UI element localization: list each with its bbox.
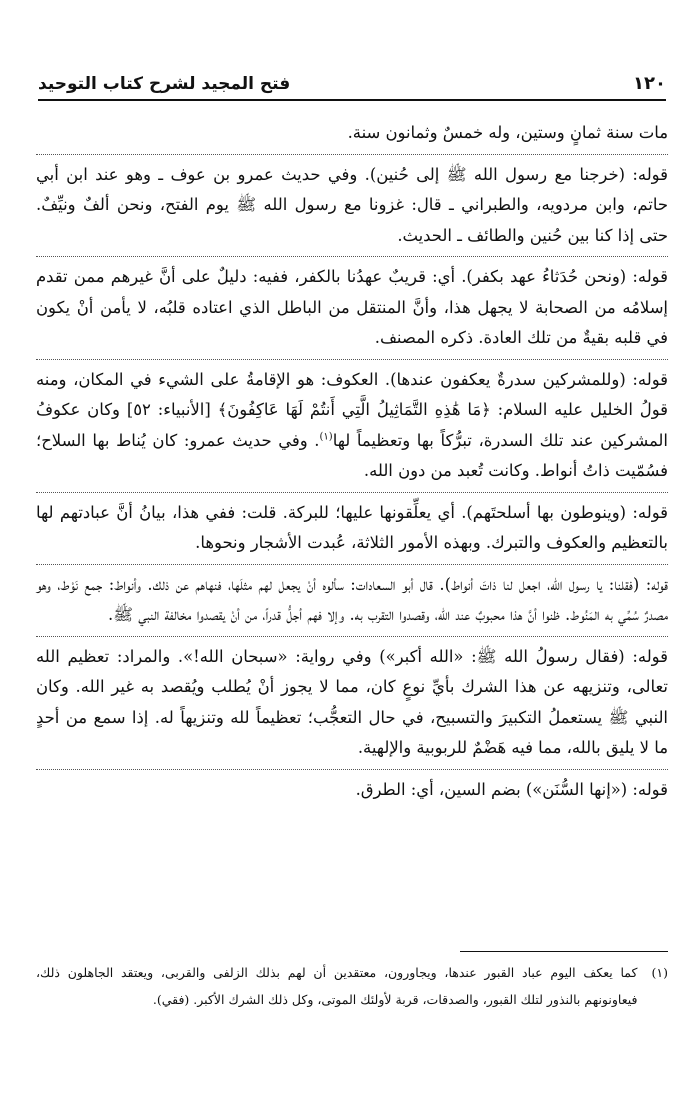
paragraph-1: مات سنة ثمانٍ وستين، وله خمسٌ وثمانون سنة. — [347, 123, 668, 142]
paragraph-4 — [36, 365, 668, 487]
paragraph-separator — [36, 564, 668, 565]
running-title: فتح المجيد لشرح كتاب التوحيد — [38, 74, 291, 94]
footnotes — [36, 959, 668, 1013]
paragraph-separator — [36, 359, 668, 360]
paragraph-4-continuation: . وفي حديث عمرو: كان يُناط بها السلاح؛ فسُمّيت ذاتُ أنواط. وكانت تُعبد من دون الله. — [36, 430, 668, 480]
paragraph-3: قوله: (ونحن حُدَثاءُ عهد بكفر). أي: قريبٌ عهدُنا بالكفر، ففيه: دليلٌ على أنَّ غيرهم ممن تقدم إسلامُه من الصحابة لا يجهل هذا، وأنَّ المنتقل من الباطل الذي اعتاده قلبُه، لا يأمن أنْ يكون في قلبه بقيةٌ من تلك العادة. ذكره المصنف. — [36, 267, 668, 347]
paragraph-separator — [36, 154, 668, 155]
footnote-text: كما يعكف اليوم عباد القبور عندها، ويجاورون، معتقدين أن لهم بذلك الزلفى والقربى، ويعتقد الجاهلون ذلك، فيعاونونهم بالنذور لتلك القبور، والصدقات، قربة لأولئك الموتى، وكل ذلك الشرك الأكبر. (فقي). — [36, 965, 638, 1007]
paragraph-7: قوله: (فقال رسولُ الله ﷺ: «الله أكبر») وفي رواية: «سبحان الله!». والمراد: تعظيم الله تعالى، وتنزيهه عن هذا الشرك بأيِّ نوعٍ كان، مما لا يجوز أنْ يُطلب ويُقصد به غير الله. وكان النبي ﷺ يستعملُ التكبيرَ والتسبيح، في حال التعجُّب؛ تعظيماً لله وتنزيهاً له. إذا سمع من أحدٍ ما لا يليق بالله، مما فيه هَضْمٌ للربوبية والإلهية. — [36, 646, 668, 757]
main-text — [36, 118, 668, 805]
footnote-number: (١) — [651, 965, 668, 980]
footnote-rule — [460, 951, 668, 952]
paragraph-separator — [36, 769, 668, 770]
footnote-1 — [36, 959, 668, 1013]
paragraph-2: قوله: (خرجنا مع رسول الله ﷺ إلى حُنين). وفي حديث عمرو بن عوف ـ وهو عند ابن أبي حاتم، وابن مردويه، والطبراني ـ قال: غزونا مع رسول الله ﷺ يوم الفتح، ونحن ألفٌ ونيِّفٌ. حتى إذا كنا بين حُنين والطائف ـ الحديث. — [36, 164, 668, 245]
header-rule — [38, 99, 666, 101]
paragraph-5: قوله: (وينوطون بها أسلحتَهم). أي يعلِّقونها عليها؛ للبركة. قلت: ففي هذا، بيانُ أنَّ عبادتهم لها بالتعظيم والعكوف والتبرك. وبهذه الأمور الثلاثة، عُبدت الأشجار ونحوها. — [36, 502, 668, 552]
paragraph-4-text: قوله: (وللمشركين سدرةٌ يعكفون عندها). العكوف: هو الإقامةُ على الشيء في المكان، ومنه قولُ الخليل عليه السلام: ﴿مَا هَٰذِهِ التَّمَاثِيلُ الَّتِي أَنتُمْ لَهَا عَاكِفُونَ﴾ [الأنبياء: ٥٢] وكان عكوفُ المشركين عند تلك السدرة، تبرُّكاً بها وتعظيماً لها — [36, 369, 669, 450]
page-header — [38, 62, 666, 94]
paragraph-separator — [36, 492, 668, 493]
paragraph-separator — [36, 256, 668, 257]
paragraph-separator — [36, 636, 668, 637]
page-number: ١٢٠ — [633, 73, 666, 94]
paragraph-8: قوله: («إنها السُّنَن») بضم السين، أي: الطرق. — [355, 779, 668, 799]
footnote-reference[interactable]: (١) — [319, 431, 333, 443]
paragraph-6: قوله: (فقلنا: يا رسول الله، اجعل لنا ذاتَ أنواط). قال أبو السعادات: سألوه أنْ يجعل لهم مثلَها، فنهاهم عن ذلك. وأنواط: جمع نَوْط، وهو مصدرٌ سُمِّي به المَنُوط. ظنوا أنَّ هذا محبوبٌ عند الله، وقصدوا التقرب به. وإلا فهم أجلُّ قدراً، من أنْ يقصدوا مخالفة النبي ﷺ. — [36, 574, 668, 624]
